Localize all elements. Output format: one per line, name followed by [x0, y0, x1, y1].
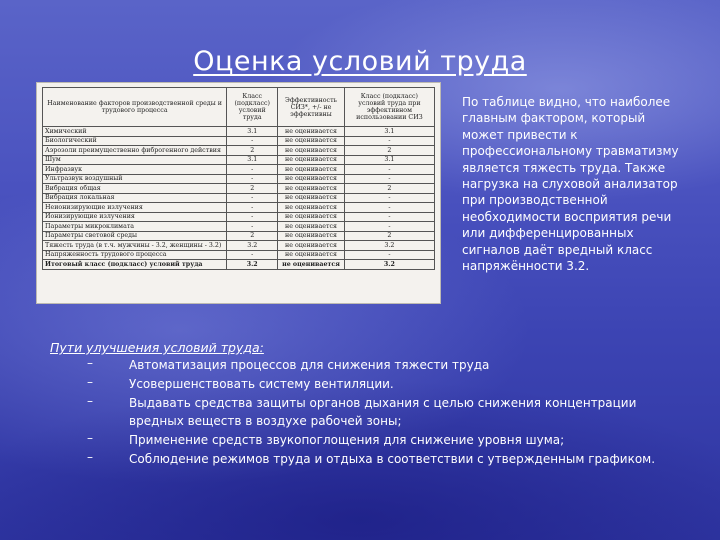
table-header-class-with-ppe: Класс (подкласс) условий труда при эффективном использовании СИЗ [344, 88, 434, 127]
table-row [43, 146, 435, 156]
table-header-row [43, 88, 435, 127]
table-row [43, 184, 435, 194]
table-cell: - [227, 222, 278, 232]
table-cell: не оценивается [278, 146, 345, 156]
table-cell: Шум [43, 155, 227, 165]
table-cell: 2 [227, 146, 278, 156]
table-cell: не оценивается [278, 127, 345, 137]
table-cell: не оценивается [278, 260, 345, 270]
table-cell: 2 [227, 231, 278, 241]
table-row [43, 231, 435, 241]
table-cell: не оценивается [278, 184, 345, 194]
table-row [43, 250, 435, 260]
list-item-text: Соблюдение режимов труда и отдыха в соответствии с утвержденным графиком. [129, 452, 656, 466]
table-cell: не оценивается [278, 136, 345, 146]
table-cell: не оценивается [278, 231, 345, 241]
table-cell: Ионизирующие излучения [43, 212, 227, 222]
table-cell: - [344, 250, 434, 260]
table-cell: - [227, 174, 278, 184]
table-cell: не оценивается [278, 165, 345, 175]
table-header-class: Класс (подкласс) условий труда [227, 88, 278, 127]
table-cell: Неионизирующие излучения [43, 203, 227, 213]
table-row [43, 127, 435, 137]
table-row [43, 260, 435, 270]
table-cell: не оценивается [278, 155, 345, 165]
table-header-factor: Наименование факторов производственной среды и трудового процесса [43, 88, 227, 127]
table-cell: 3.2 [344, 260, 434, 270]
table-row [43, 222, 435, 232]
table-cell: не оценивается [278, 193, 345, 203]
table-cell: - [344, 203, 434, 213]
table-row [43, 193, 435, 203]
assessment-table [42, 87, 435, 270]
table-cell: 3.1 [344, 127, 434, 137]
table-cell: не оценивается [278, 203, 345, 213]
table-row [43, 165, 435, 175]
table-cell: не оценивается [278, 222, 345, 232]
table-cell: 2 [227, 184, 278, 194]
table-header-ppe-efficiency: Эффективность СИЗ*, +/- не эффективны [278, 88, 345, 127]
table-cell: 3.2 [227, 241, 278, 251]
list-dash: – [87, 431, 93, 445]
table-cell: Вибрация локальная [43, 193, 227, 203]
table-cell: - [227, 136, 278, 146]
table-cell: - [227, 165, 278, 175]
table-cell: - [344, 174, 434, 184]
table-cell: не оценивается [278, 212, 345, 222]
list-dash: – [87, 375, 93, 389]
list-item-text: Автоматизация процессов для снижения тяжести труда [129, 358, 490, 372]
table-row [43, 174, 435, 184]
table-cell: - [344, 193, 434, 203]
list-dash: – [87, 356, 93, 370]
table-cell: Параметры световой среды [43, 231, 227, 241]
table-cell: 3.1 [227, 155, 278, 165]
table-cell: 3.1 [344, 155, 434, 165]
table-cell: - [344, 212, 434, 222]
table-cell: Аэрозоли преимущественно фиброгенного действия [43, 146, 227, 156]
table-cell: 3.1 [227, 127, 278, 137]
analysis-text: По таблице видно, что наиболее главным фактором, который может привести к профессиональному травматизму является тяжесть труда. Также нагрузка на слуховой анализатор при производственной необходимости восприятия речи или дифференцированных сигналов даёт вредный класс напряжённости 3.2. [462, 95, 679, 274]
table-row [43, 241, 435, 251]
table-cell: - [227, 203, 278, 213]
table-cell: Вибрация общая [43, 184, 227, 194]
table-cell: Параметры микроклимата [43, 222, 227, 232]
table-row [43, 212, 435, 222]
table-cell: Биологический [43, 136, 227, 146]
list-item-text: Выдавать средства защиты органов дыхания с целью снижения концентрации вредных веществ в воздухе рабочей зоны; [129, 396, 637, 428]
table-cell: Напряженность трудового процесса [43, 250, 227, 260]
table-cell: 3.2 [227, 260, 278, 270]
table-cell: - [344, 222, 434, 232]
table-cell: - [344, 165, 434, 175]
list-item-text: Применение средств звукопоглощения для снижение уровня шума; [129, 433, 565, 447]
table-cell: не оценивается [278, 241, 345, 251]
improvements-heading: Пути улучшения условий труда: [50, 340, 264, 355]
table-cell: - [227, 250, 278, 260]
table-cell: не оценивается [278, 250, 345, 260]
list-dash: – [87, 394, 93, 408]
table-cell: 3.2 [344, 241, 434, 251]
table-cell: Тяжесть труда (в т.ч. мужчины - 3.2, женщины - 3.2) [43, 241, 227, 251]
list-dash: – [87, 450, 93, 464]
table-row [43, 203, 435, 213]
table-row [43, 136, 435, 146]
table-cell: не оценивается [278, 174, 345, 184]
table-cell: 2 [344, 184, 434, 194]
table-cell: Итоговый класс (подкласс) условий труда [43, 260, 227, 270]
slide-title: Оценка условий труда [193, 46, 527, 77]
table-cell: Инфразвук [43, 165, 227, 175]
table-cell: Химический [43, 127, 227, 137]
table-cell: - [227, 212, 278, 222]
list-item-text: Усовершенствовать систему вентиляции. [129, 377, 394, 391]
table-cell: Ультразвук воздушный [43, 174, 227, 184]
assessment-table-image [36, 82, 441, 304]
table-cell: - [227, 193, 278, 203]
table-cell: 2 [344, 146, 434, 156]
table-cell: - [344, 136, 434, 146]
table-cell: 2 [344, 231, 434, 241]
table-row [43, 155, 435, 165]
